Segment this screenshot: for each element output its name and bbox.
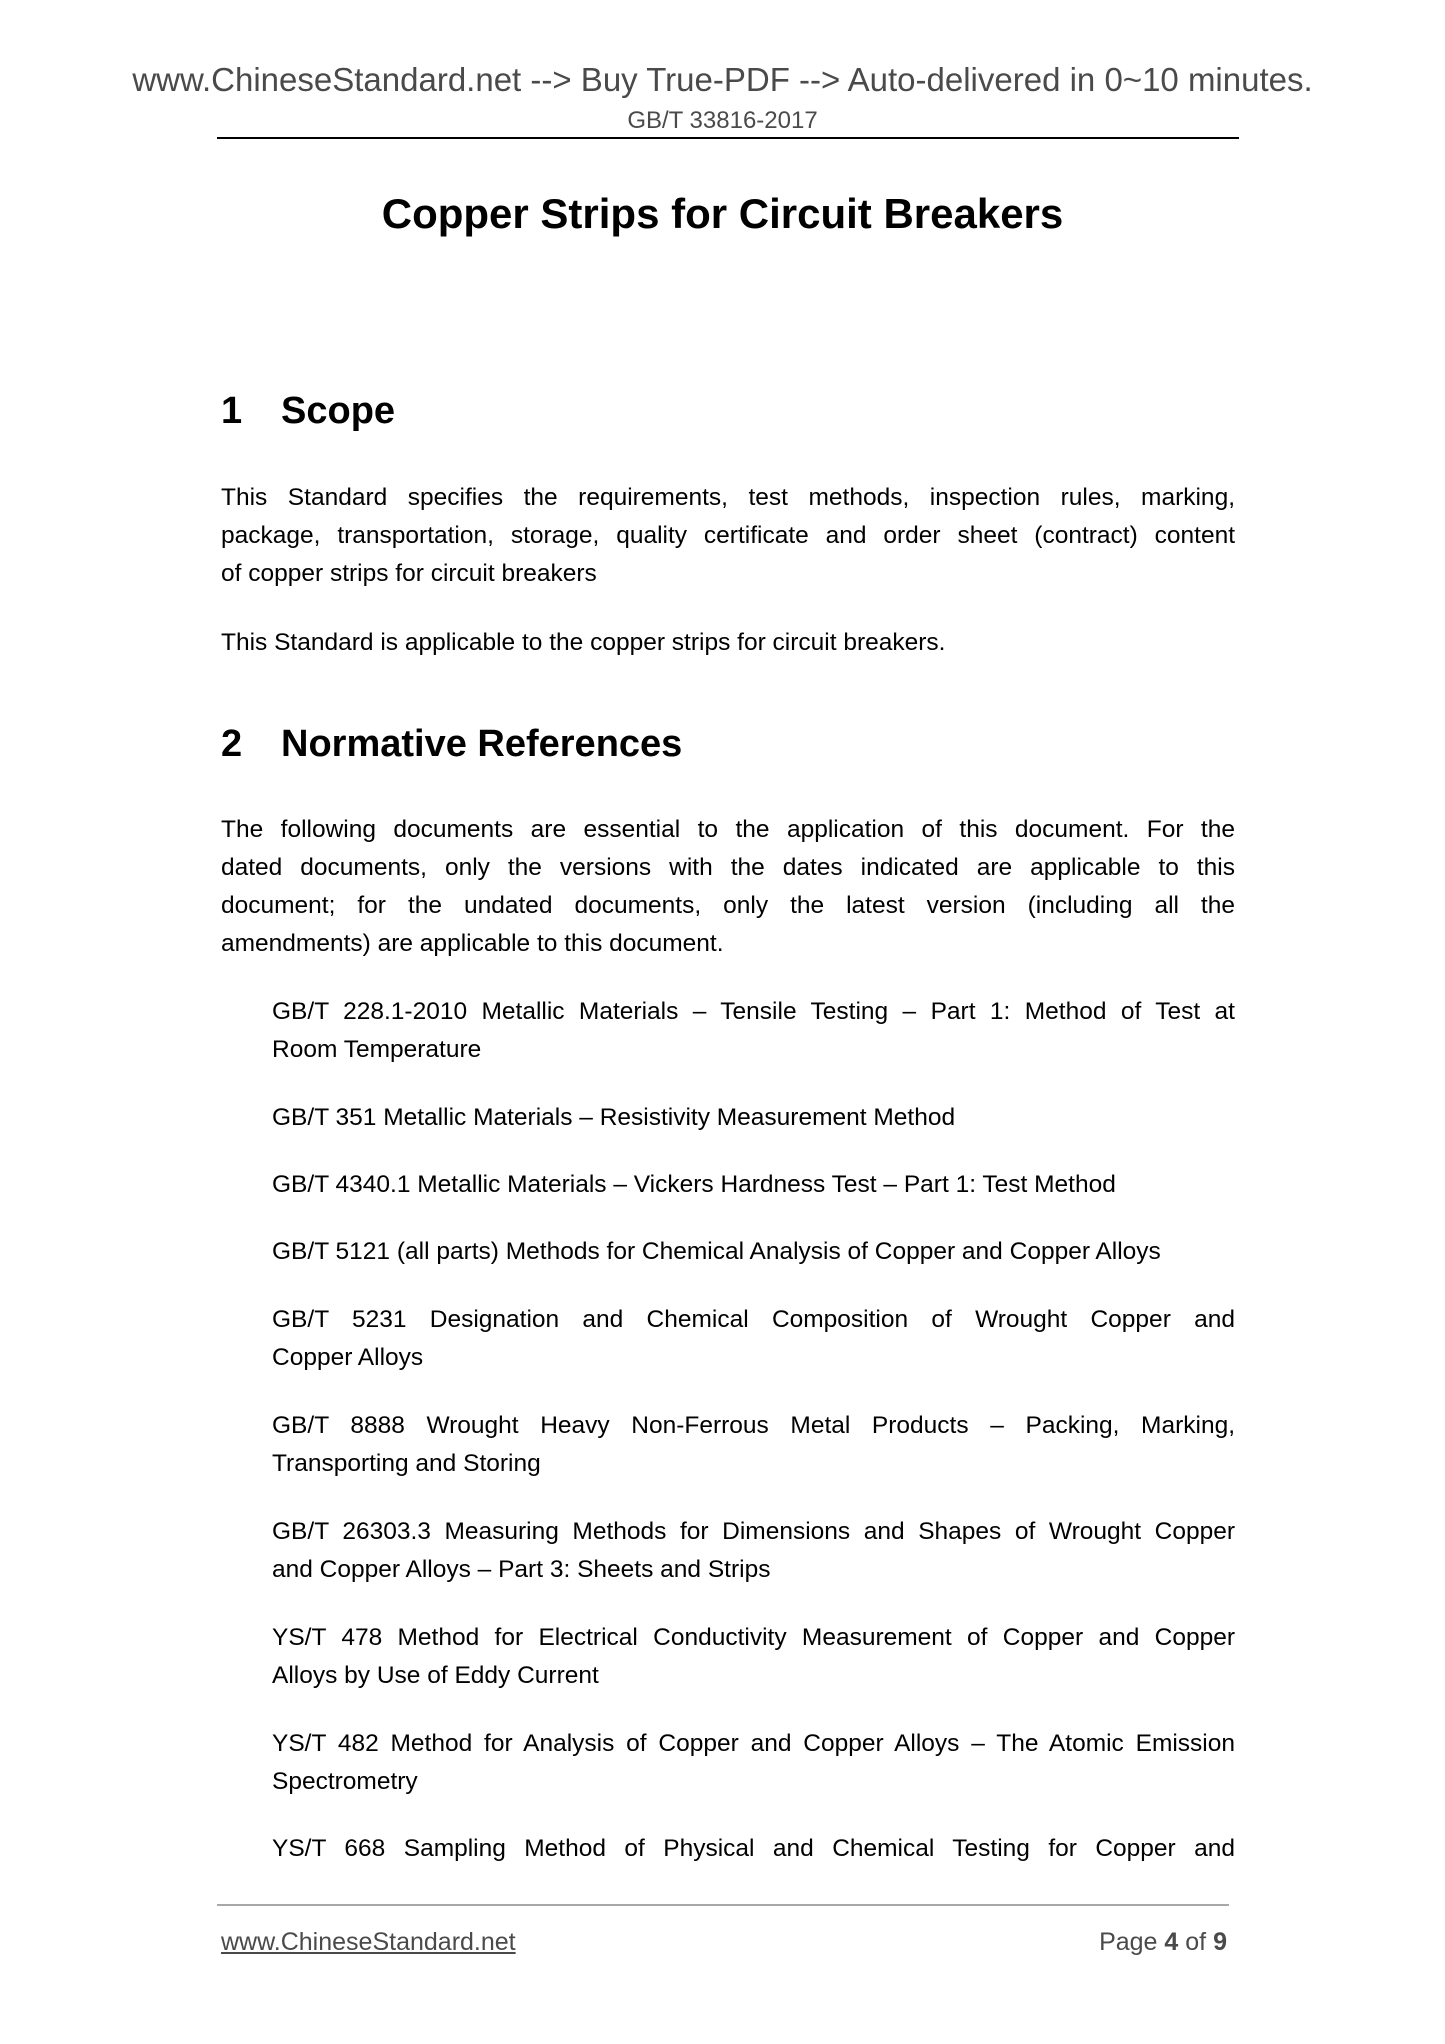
text-line: and Copper Alloys – Part 3: Sheets and Strips — [272, 1556, 771, 1583]
section-number: 2 — [221, 723, 243, 765]
header-standard-number: GB/T 33816-2017 — [627, 107, 818, 134]
reference-item — [272, 1166, 1235, 1204]
text-line: Copper Alloys — [272, 1344, 424, 1371]
page-indicator — [1099, 1926, 1227, 1958]
text-line: dated documents, only the versions with the dates indicated are applicable to this — [221, 854, 1235, 881]
reference-item — [272, 1099, 1235, 1137]
text-line: GB/T 8888 Wrought Heavy Non-Ferrous Metal Products – Packing, Marking, — [272, 1412, 1235, 1439]
text-line: The following documents are essential to the application of this document. For the — [221, 816, 1235, 843]
footer-website-link[interactable]: www.ChineseStandard.net — [221, 1928, 516, 1956]
text-line: GB/T 5121 (all parts) Methods for Chemical Analysis of Copper and Copper Alloys — [272, 1238, 1161, 1265]
current-page: 4 — [1164, 1928, 1179, 1956]
total-pages: 9 — [1213, 1928, 1227, 1956]
text-line: GB/T 4340.1 Metallic Materials – Vickers Hardness Test – Part 1: Test Method — [272, 1171, 1116, 1198]
reference-item — [272, 1513, 1235, 1589]
section-title: Scope — [281, 390, 396, 432]
text-line: Spectrometry — [272, 1768, 418, 1795]
page-of-label: of — [1185, 1928, 1207, 1956]
text-line: of copper strips for circuit breakers — [221, 560, 597, 587]
document-title: Copper Strips for Circuit Breakers — [381, 190, 1064, 237]
section-number: 1 — [221, 390, 243, 432]
scope-paragraph-1 — [221, 479, 1235, 593]
text-line: GB/T 5231 Designation and Chemical Composition of Wrought Copper and — [272, 1306, 1235, 1333]
section-heading-normative-references — [221, 721, 682, 767]
page-label: Page — [1099, 1928, 1158, 1956]
header-divider — [217, 137, 1239, 139]
references-intro-paragraph — [221, 811, 1235, 963]
text-line: GB/T 26303.3 Measuring Methods for Dimensions and Shapes of Wrought Copper — [272, 1518, 1235, 1545]
reference-item — [272, 1301, 1235, 1377]
reference-item — [272, 1619, 1235, 1695]
section-title: Normative References — [281, 723, 683, 765]
text-line: YS/T 668 Sampling Method of Physical and Chemical Testing for Copper and — [272, 1835, 1235, 1862]
text-line: package, transportation, storage, quality certificate and order sheet (contract) content — [221, 522, 1235, 549]
text-line: Alloys by Use of Eddy Current — [272, 1662, 599, 1689]
text-line: GB/T 351 Metallic Materials – Resistivity Measurement Method — [272, 1104, 956, 1131]
text-line: Transporting and Storing — [272, 1450, 541, 1477]
text-line: This Standard specifies the requirements, test methods, inspection rules, marking, — [221, 484, 1235, 511]
text-line: document; for the undated documents, only the latest version (including all the — [221, 892, 1235, 919]
scope-paragraph-2 — [221, 624, 1235, 662]
header-banner: www.ChineseStandard.net --> Buy True-PDF --> Auto-delivered in 0~10 minutes. — [132, 61, 1313, 98]
reference-item — [272, 993, 1235, 1069]
text-line: Room Temperature — [272, 1036, 482, 1063]
section-heading-scope — [221, 388, 395, 434]
text-line: This Standard is applicable to the copper strips for circuit breakers. — [221, 629, 946, 656]
reference-item — [272, 1830, 1235, 1868]
text-line: GB/T 228.1-2010 Metallic Materials – Tensile Testing – Part 1: Method of Test at — [272, 998, 1235, 1025]
text-line: YS/T 482 Method for Analysis of Copper and Copper Alloys – The Atomic Emission — [272, 1730, 1235, 1757]
reference-item — [272, 1407, 1235, 1483]
footer-divider — [217, 1904, 1229, 1906]
text-line: amendments) are applicable to this document. — [221, 930, 724, 957]
reference-item — [272, 1725, 1235, 1801]
reference-item — [272, 1233, 1235, 1271]
text-line: YS/T 478 Method for Electrical Conductivity Measurement of Copper and Copper — [272, 1624, 1235, 1651]
